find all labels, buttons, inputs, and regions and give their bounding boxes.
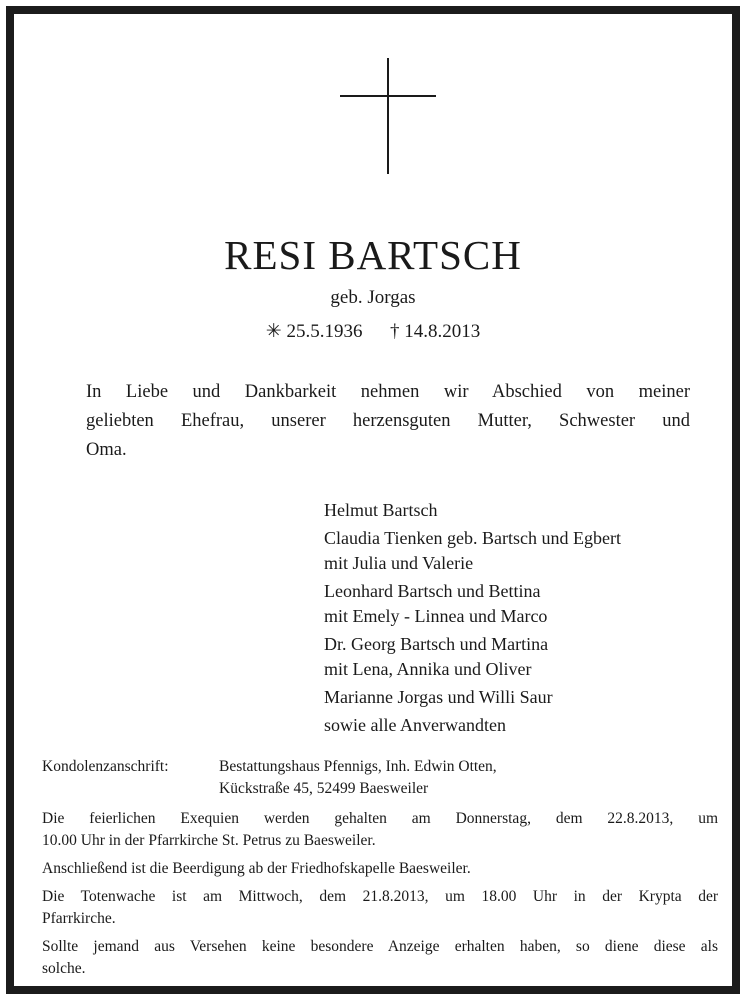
note-line: Sollte jemand aus Versehen keine besondere Anzeige erhalten haben, so diene diese als xyxy=(42,938,718,955)
family-group xyxy=(324,685,704,710)
family-line: Dr. Georg Bartsch und Martina xyxy=(324,634,549,654)
note-line: solche. xyxy=(42,960,86,977)
notes-section xyxy=(42,808,718,986)
family-line: Leonhard Bartsch und Bettina xyxy=(324,581,541,601)
address-line: Bestattungshaus Pfennigs, Inh. Edwin Otten, xyxy=(219,758,497,775)
note-line: Die Totenwache ist am Mittwoch, dem 21.8.2013, um 18.00 Uhr in der Krypta der xyxy=(42,888,718,905)
intro-line: geliebten Ehefrau, unserer herzensguten Mutter, Schwester und xyxy=(86,411,690,431)
birth-date: 25.5.1936 xyxy=(286,321,363,342)
note-line: Pfarrkirche. xyxy=(42,910,116,927)
intro-line: Oma. xyxy=(86,440,127,460)
family-line: mit Lena, Annika und Oliver xyxy=(324,659,532,679)
condolence-address-lines xyxy=(219,756,497,800)
family-group xyxy=(324,579,704,629)
family-line: mit Emely - Linnea und Marco xyxy=(324,606,548,626)
note-paragraph xyxy=(42,808,718,852)
family-group xyxy=(324,713,704,738)
cross-icon xyxy=(340,58,436,174)
family-list xyxy=(324,498,704,741)
note-paragraph xyxy=(42,886,718,930)
death-date: 14.8.2013 xyxy=(404,321,481,342)
family-group xyxy=(324,526,704,576)
address-line: Kückstraße 45, 52499 Baesweiler xyxy=(219,780,429,797)
intro-text xyxy=(86,378,690,465)
family-line: Helmut Bartsch xyxy=(324,500,438,520)
note-line: Anschließend ist die Beerdigung ab der Friedhofskapelle Baesweiler. xyxy=(42,860,471,877)
note-line: 10.00 Uhr in der Pfarrkirche St. Petrus zu Baesweiler. xyxy=(42,832,376,849)
family-group xyxy=(324,498,704,523)
note-paragraph xyxy=(42,858,718,880)
family-line: Claudia Tienken geb. Bartsch und Egbert xyxy=(324,528,621,548)
condolence-label: Kondolenzanschrift: xyxy=(42,758,169,775)
born-star-icon: ✳ xyxy=(265,321,282,342)
family-line: mit Julia und Valerie xyxy=(324,553,474,573)
family-line: Marianne Jorgas und Willi Saur xyxy=(324,687,553,707)
maiden-name: geb. Jorgas xyxy=(330,287,416,308)
note-line: Die feierlichen Exequien werden gehalten am Donnerstag, dem 22.8.2013, um xyxy=(42,810,718,827)
family-line: sowie alle Anverwandten xyxy=(324,715,506,735)
family-group xyxy=(324,632,704,682)
note-paragraph xyxy=(42,936,718,980)
obituary-frame xyxy=(6,6,740,994)
life-dates xyxy=(14,320,732,344)
deceased-name: RESI BARTSCH xyxy=(224,232,522,278)
intro-line: In Liebe und Dankbarkeit nehmen wir Abschied von meiner xyxy=(86,382,690,402)
death-cross-icon: † xyxy=(389,321,400,342)
